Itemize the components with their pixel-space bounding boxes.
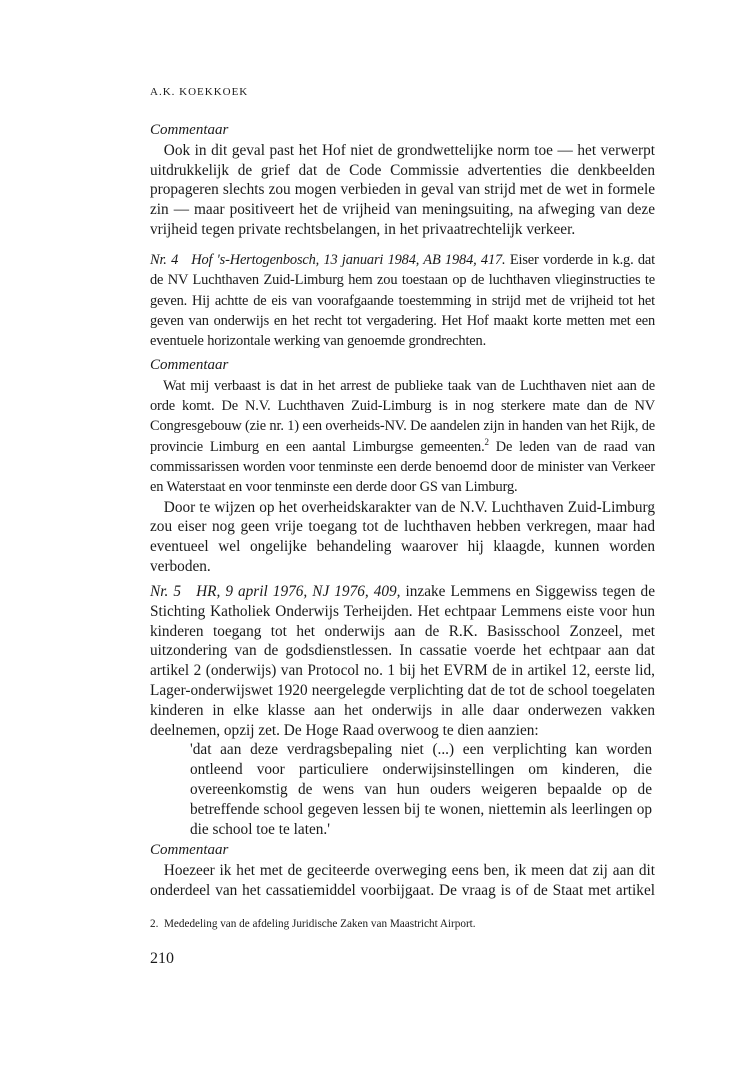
footnote-text: Mededeling van de afdeling Juridische Zaken van Maastricht Airport. [163, 918, 476, 930]
paragraph-text: Wat mij verbaast is dat in het arrest de publieke taak van de Luchthaven niet aan de orde komt. De N.V. Luchthaven Zuid-Limburg is in nog sterkere mate dan de NV Congresgebouw (zie nr. 1) een overheids-NV. De aandelen zijn in handen van het Rijk, de provincie Limburg en een aantal Limburgse gemeenten. [150, 377, 655, 455]
paragraph: Door te wijzen op het overheidskarakter van de N.V. Luchthaven Zuid-Limburg zou eiser nog geen vrije toegang tot de luchthaven hebben verkregen, maar had eventueel wel ongelijke behandeling waarover hij klaagde, kunnen worden verboden. [150, 498, 655, 575]
paragraph: Hoezeer ik het met de geciteerde overweging eens ben, ik meen dat zij aan dit onderdeel van het cassatiemiddel voorbijgaat. De vraag is of de Staat met artikel [150, 861, 655, 899]
paragraph [150, 582, 655, 740]
case-number: Nr. 4 [150, 252, 179, 268]
page-number: 210 [150, 950, 174, 967]
section-nr-5 [150, 582, 655, 839]
section-commentaar-3 [150, 841, 655, 900]
paragraph [150, 376, 655, 498]
footnote [150, 918, 476, 930]
block-quote [190, 740, 652, 839]
case-citation: HR, 9 april 1976, NJ 1976, 409, [196, 583, 401, 600]
paragraph: Ook in dit geval past het Hof niet de grondwettelijke norm toe — het verwerpt uitdrukkelijk de grief dat de Code Commissie advertenties die denkbeelden propageren slechts zou mogen verbieden in geval van strijd met de wet in formele zin — maar positiveert het de vrijheid van meningsuiting, na afweging van deze vrijheid tegen private rechtsbelangen, in het privaatrechtelijk verkeer. [150, 141, 655, 238]
case-citation: Hof 's-Hertogenbosch, 13 januari 1984, AB 1984, 417. [191, 252, 506, 268]
section-heading: Commentaar [150, 357, 229, 373]
case-text: Eiser vorderde in k.g. dat de NV Luchthaven Zuid-Limburg hem zou toestaan op de luchthaven vlieginstructies te geven. Hij achtte de eis van voorafgaande toestemming in strijd met de vrijheid tot het geven van onderwijs en het recht tot vergadering. Het Hof maakt korte metten met een eventuele horizontale werking van genoemde grondrechten. [150, 252, 656, 350]
case-number: Nr. 5 [150, 583, 181, 600]
section-commentaar-2 [150, 356, 655, 577]
section-nr-4 [150, 250, 655, 351]
section-heading: Commentaar [150, 122, 229, 138]
case-text: inzake Lemmens en Siggewiss tegen de Stichting Katholiek Onderwijs Terheijden. Het echtpaar Lemmens eiste voor hun kinderen toegang tot het onderwijs aan de R.K. Basisschool Zonzeel, met uitzondering van de godsdienstlessen. In cassatie voerde het echtpaar aan dat artikel 2 (onderwijs) van Protocol no. 1 bij het EVRM de in artikel 12, eerste lid, Lager-onderwijswet 1920 neergelegde verplichting dat de tot de school toegelaten kinderen in elke klasse aan het onderwijs in alle daar onderwezen vakken deelnemen, opzij zet. De Hoge Raad overwoog te dien aanzien: [150, 583, 655, 739]
section-commentaar-1 [150, 121, 655, 240]
paragraph-text-continued: De leden van de raad van commissarissen worden voor tenminste een derde benoemd door de minister van Verkeer en Waterstaat en voor tenminste een derde door GS van Limburg. [150, 438, 655, 496]
quote-text: 'dat aan deze verdragsbepaling niet (...) een verplichting kan worden ontleend voor particuliere onderwijsinstellingen om kinderen, die overeenkomstig de wens van hun ouders weigeren bepaalde op de betreffende school gegeven lessen bij te wonen, niettemin als leerlingen op die school toe te laten.' [190, 741, 652, 838]
section-heading: Commentaar [150, 842, 229, 858]
paragraph [150, 250, 655, 351]
running-head: A.K. KOEKKOEK [150, 86, 249, 98]
footnote-number: 2. [150, 918, 159, 930]
footnote-reference: 2 [484, 436, 489, 447]
